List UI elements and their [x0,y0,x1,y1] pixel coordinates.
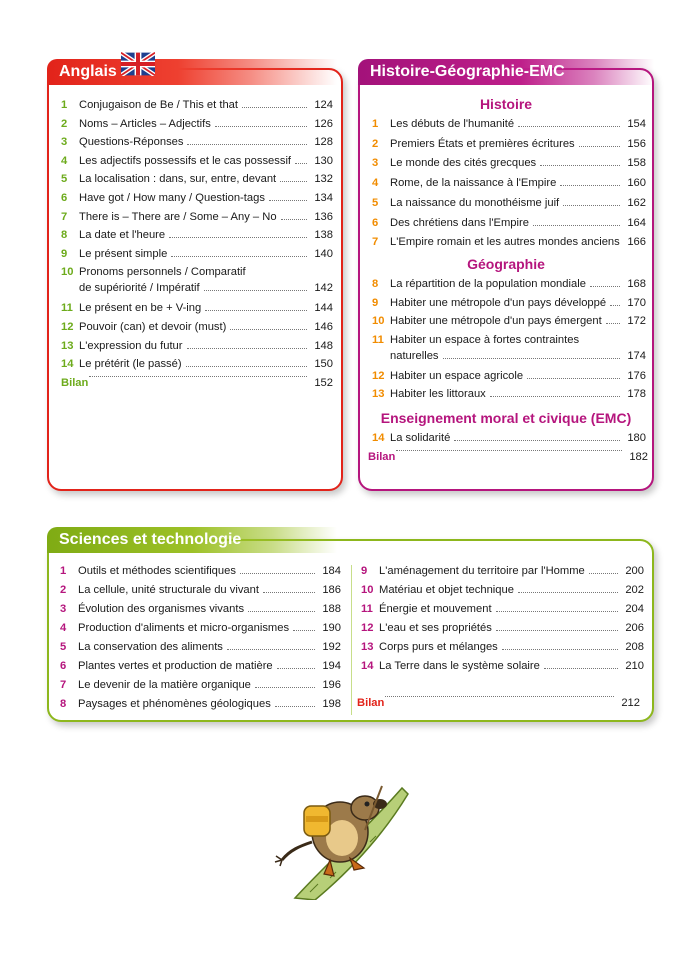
page-number: 186 [322,584,341,596]
dot-leader [540,164,620,166]
page-number: 136 [314,210,333,223]
chapter-title: Have got / How many / Question-tags [79,192,265,204]
chapter-title: La date et l'heure [79,229,166,242]
toc-row [61,300,333,316]
chapter-title-line [85,375,311,380]
dot-leader [502,648,618,650]
page-number: 190 [322,622,341,634]
bilan-label: Bilan [357,697,385,709]
chapter-title-line [79,116,311,132]
chapter-number: 14 [61,358,74,371]
chapter-number: 9 [372,296,379,309]
chapter-title-line [78,677,319,693]
chapter-title: Le devenir de la matière organique [78,679,251,691]
chapter-number: 1 [372,118,379,130]
anglais-list [61,97,333,397]
chapter-title-line [78,582,319,598]
chapter-title: Énergie et mouvement [379,603,492,615]
toc-row [361,658,644,674]
chapter-title-line [79,319,311,335]
dot-leader [171,255,307,257]
chapter-number: 2 [372,137,379,150]
toc-row [357,695,640,711]
page-number: 184 [322,565,341,577]
chapter-title: Les adjectifs possessifs et le cas possessif [79,154,292,167]
chapter-title: L'aménagement du territoire par l'Homme [379,565,585,577]
chapter-title: Rome, de la naissance à l'Empire [390,177,557,190]
toc-row [361,601,644,617]
chapter-title: There is – There are / Some – Any – No [79,210,277,223]
toc-row [61,356,333,372]
dot-leader [560,184,620,186]
chapter-title: La solidarité [390,432,451,444]
page-number: 170 [627,296,646,309]
chapter-number: 9 [361,565,368,577]
chapter-number: 2 [61,117,68,130]
chapter-number: 12 [61,321,74,333]
dot-leader [610,304,620,306]
page-number: 174 [627,349,646,362]
dot-leader [280,180,307,182]
dot-leader [496,629,618,631]
dot-leader [518,591,618,593]
chapter-number: 7 [372,236,379,249]
toc-row [61,246,333,262]
chapter-title-line [390,295,624,311]
chapter-title: La naissance du monothéisme juif [390,196,560,209]
chapter-title-line [390,195,624,211]
chapter-title: Paysages et phénomènes géologiques [78,698,271,710]
dot-leader [275,705,315,707]
chapter-title: L'expression du futur [79,339,183,352]
toc-row [372,276,646,292]
page-number: 156 [627,137,646,150]
section-geographie: Géographie [467,256,545,272]
chapter-title: Habiter une métropole d'un pays développé [390,296,607,309]
chapter-title: Production d'aliments et micro-organismes [78,622,290,634]
chapter-number: 4 [60,622,67,634]
chapter-title-line [79,171,311,187]
chapter-title-line [78,658,319,674]
chapter-title-line [390,313,624,329]
chapter-title: Pouvoir (can) et devoir (must) [79,321,227,333]
chapter-number: 8 [61,229,68,242]
chapter-title: L'Empire romain et les autres mondes anciens [390,236,620,249]
dot-leader [579,145,620,147]
chapter-title-line [379,620,622,636]
chapter-title-line [390,348,624,364]
chapter-title-line [379,639,622,655]
toc-row [372,332,646,362]
page-number: 198 [322,698,341,710]
chapter-title: La répartition de la population mondiale [390,278,586,290]
chapter-title: Plantes vertes et production de matière [78,660,273,672]
page-number: 160 [627,177,646,190]
chapter-title-line [78,639,319,655]
chapter-number: 8 [372,278,379,290]
page-number: 152 [314,376,333,389]
chapter-title-line [390,234,624,250]
chapter-title: Habiter les littoraux [390,388,486,401]
chapter-title-line [79,246,311,262]
dot-leader [533,224,620,226]
sciences-list-left [60,563,341,713]
chapter-number: 8 [60,698,67,710]
toc-row [61,171,333,187]
dot-leader [496,610,618,612]
dot-leader [443,357,620,359]
page-number: 166 [627,236,646,249]
chapter-title: Premiers États et premières écritures [390,137,575,150]
toc-row [372,295,646,311]
dot-leader [263,591,315,593]
toc-row [372,430,646,446]
chapter-title-line [390,136,624,152]
dot-leader [606,322,620,324]
page-number: 176 [627,369,646,382]
chapter-title: Habiter un espace agricole [390,369,524,382]
chapter-title-line [390,430,624,446]
page-number: 138 [314,229,333,242]
page-number: 124 [314,99,333,111]
chapter-title-line [79,300,311,316]
toc-row [61,116,333,132]
chapter-title: Conjugaison de Be / This et that [79,99,239,111]
chapter-number: 2 [60,584,67,596]
chapter-title-line [79,356,311,372]
chapter-number: 13 [372,388,385,401]
chapter-title-line [79,338,311,354]
page-number: 202 [625,584,644,596]
chapter-number: 6 [60,660,67,672]
page-number: 194 [322,660,341,672]
chapter-number: 4 [372,177,379,190]
chapter-title-line [390,276,624,292]
toc-row [372,116,646,132]
chapter-number: 5 [60,641,67,653]
chapter-number: 3 [60,603,67,615]
sciences-list-right [357,563,644,713]
chapter-number: 11 [361,603,373,615]
page-number: 200 [625,565,644,577]
chapter-title-line [79,280,311,296]
chapter-title: Questions-Réponses [79,136,184,149]
chapter-title: Noms – Articles – Adjectifs [79,117,211,130]
anglais-title: Anglais [59,63,117,80]
page-number: 142 [314,282,333,295]
page-number: 132 [314,173,333,186]
toc-row [372,215,646,231]
chapter-number: 11 [372,333,384,346]
chapter-title: Le présent en be + V-ing [79,302,202,315]
chapter-number: 7 [61,210,68,223]
dot-leader [230,328,307,330]
page-number: 134 [314,192,333,204]
toc-row [61,97,333,113]
toc-row [61,153,333,169]
bilan-label: Bilan [61,376,89,389]
chapter-title: La localisation : dans, sur, entre, devant [79,173,277,186]
toc-row [61,319,333,335]
chapter-title-line [390,155,624,171]
toc-row [361,639,644,655]
chapter-title-continued: naturelles [390,349,439,362]
chapter-title: Corps purs et mélanges [379,641,498,653]
dot-leader [544,667,618,669]
chapter-title: Les débuts de l'humanité [390,118,515,130]
section-emc: Enseignement moral et civique (EMC) [380,410,632,426]
section-histoire: Histoire [479,96,533,112]
chapter-title-line [79,153,311,169]
chapter-number: 12 [361,622,374,634]
dot-leader [295,162,307,164]
toc-row [60,696,341,712]
page-number: 150 [314,358,333,371]
dot-leader [293,629,315,631]
chapter-title-line [379,601,622,617]
chapter-title-line [78,620,319,636]
dot-leader [187,347,307,349]
chapter-title-line [78,696,319,712]
dot-leader [590,285,620,287]
chapter-title: Le présent simple [79,247,168,260]
chapter-number: 5 [61,173,68,186]
chapter-title-line [78,601,319,617]
page-number: 144 [314,302,333,315]
page-number: 180 [627,432,646,444]
toc-row [60,601,341,617]
page-number: 192 [322,641,341,653]
histoire-title: Histoire-Géographie-EMC [370,63,565,80]
chapter-title-line [78,563,319,579]
toc-row [368,449,648,465]
chapter-number: 4 [61,154,68,167]
dot-leader [454,439,620,441]
page-number: 182 [629,451,648,463]
histoire-list [368,0,648,470]
uk-flag-icon [121,52,155,76]
anglais-header [47,59,337,85]
chapter-title: Des chrétiens dans l'Empire [390,216,529,229]
page-number: 208 [625,641,644,653]
toc-row [60,677,341,693]
toc-row [372,368,646,384]
chapter-number: 1 [61,99,68,111]
page-number: 146 [314,321,333,333]
chapter-number: 7 [60,679,67,691]
page-number: 128 [314,136,333,149]
dot-leader [281,218,307,220]
page-number: 168 [627,278,646,290]
chapter-number: 12 [372,369,385,382]
chapter-number: 10 [61,266,74,279]
toc-row [61,209,333,225]
chapter-title-line [79,209,311,225]
sciences-header [47,527,337,553]
toc-row [61,227,333,243]
chapter-number: 10 [372,315,385,328]
dot-leader [518,125,620,127]
dot-leader [187,143,307,145]
page-number: 196 [322,679,341,691]
chapter-title: La cellule, unité structurale du vivant [78,584,259,596]
chapter-title-line [379,582,622,598]
toc-row [372,313,646,329]
chapter-title: Le monde des cités grecques [390,157,537,170]
chapter-number: 6 [372,216,379,229]
chapter-title-continued: de supériorité / Impératif [79,282,200,295]
toc-row [60,620,341,636]
dot-leader [490,395,620,397]
dot-leader [205,309,307,311]
page-number: 140 [314,247,333,260]
dot-leader [204,289,307,291]
chapter-title-line [79,134,311,150]
dot-leader [215,125,307,127]
chapter-title: La Terre dans le système solaire [379,660,540,672]
chapter-title-line [79,227,311,243]
page-number: 204 [625,603,644,615]
page-number: 162 [627,196,646,209]
chapter-number: 10 [361,584,374,596]
page-number: 158 [627,157,646,170]
dot-leader [527,377,620,379]
dot-leader [242,106,307,108]
chapter-number: 3 [372,157,379,170]
chapter-title-line [79,97,311,113]
toc-row [372,234,646,250]
dot-leader [186,365,307,367]
toc-row [60,563,341,579]
toc-row [372,155,646,171]
chapter-title-line [379,563,622,579]
dot-leader [385,695,614,697]
toc-row [61,338,333,354]
chapter-number: 14 [361,660,374,672]
toc-row [61,190,333,206]
dot-leader [269,199,307,201]
chapter-title-line [379,658,622,674]
page-number: 148 [314,339,333,352]
page-number: 130 [314,154,333,167]
chapter-number: 9 [61,247,68,260]
chapter-number: 11 [61,302,73,315]
dot-leader [89,375,307,377]
chapter-number: 3 [61,136,68,149]
toc-row [61,264,333,295]
chapter-number: 13 [361,641,374,653]
chapter-title-line [390,116,624,132]
toc-row [361,620,644,636]
column-divider [351,565,352,715]
page-number: 212 [621,697,640,709]
page-number: 172 [627,315,646,328]
chapter-title: Pronoms personnels / Comparatif [79,266,246,279]
mole-hiker-illustration [270,780,420,900]
dot-leader [169,236,307,238]
bilan-label: Bilan [368,451,396,463]
dot-leader [240,572,315,574]
chapter-title-line [390,368,624,384]
chapter-title: Habiter une métropole d'un pays émergent [390,315,602,328]
dot-leader [248,610,315,612]
toc-row [372,386,646,402]
page-number: 188 [322,603,341,615]
chapter-title-line [381,695,618,700]
dot-leader [255,686,315,688]
page-number: 154 [627,118,646,130]
chapter-number: 13 [61,339,74,352]
toc-row [60,582,341,598]
toc-row [60,658,341,674]
chapter-number: 14 [372,432,385,444]
toc-row [361,582,644,598]
toc-row [60,639,341,655]
chapter-title: Le prétérit (le passé) [79,358,182,371]
dot-leader [277,667,315,669]
dot-leader [589,572,618,574]
toc-row [61,375,333,391]
chapter-title-line [390,215,624,231]
dot-leader [396,449,622,451]
chapter-title-line [390,386,624,402]
chapter-title: Évolution des organismes vivants [78,603,245,615]
chapter-number: 6 [61,192,68,204]
page-number: 164 [627,216,646,229]
toc-row [372,175,646,191]
chapter-title: Outils et méthodes scientifiques [78,565,236,577]
toc-row [372,136,646,152]
page-number: 210 [625,660,644,672]
page-number: 206 [625,622,644,634]
chapter-title: La conservation des aliments [78,641,223,653]
chapter-title-line [392,449,626,454]
chapter-title-line [390,175,624,191]
chapter-title: Matériau et objet technique [379,584,514,596]
chapter-number: 1 [60,565,67,577]
chapter-title: Habiter un espace à fortes contraintes [390,333,580,346]
dot-leader [563,204,620,206]
toc-row [361,563,644,579]
dot-leader [227,648,315,650]
chapter-number: 5 [372,196,379,209]
chapter-title-line [79,190,311,206]
toc-row [372,195,646,211]
sciences-title: Sciences et technologie [59,531,242,548]
chapter-title: L'eau et ses propriétés [379,622,492,634]
page-number: 178 [627,388,646,401]
page-number: 126 [314,117,333,130]
toc-row [61,134,333,150]
